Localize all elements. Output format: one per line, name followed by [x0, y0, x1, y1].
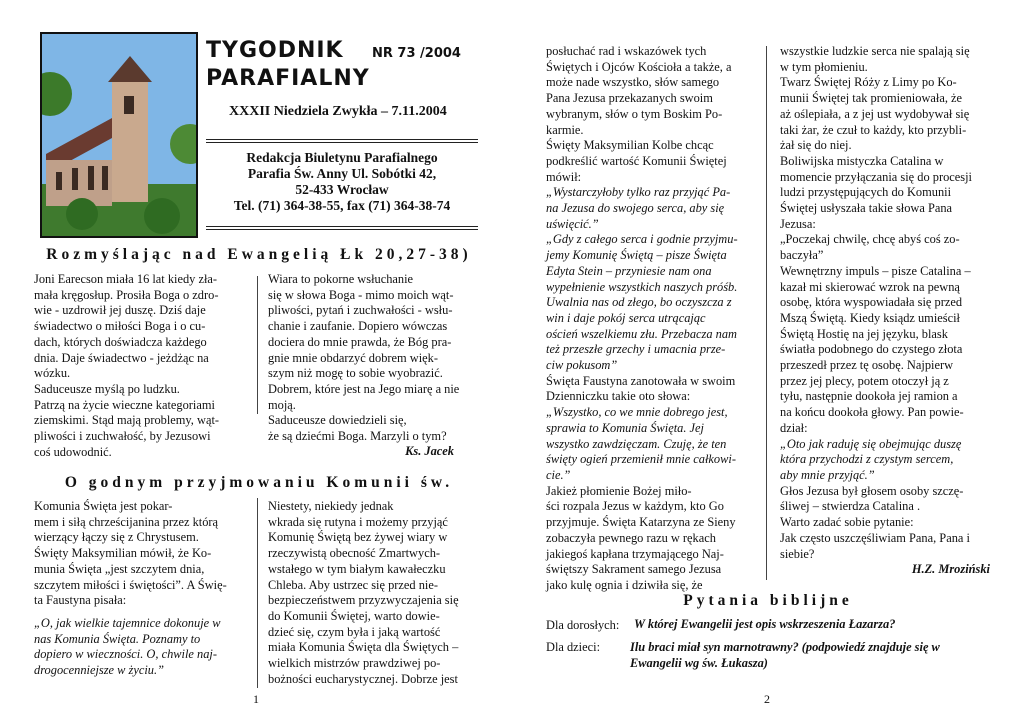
signature-mrozinski: H.Z. Mroziński	[911, 562, 990, 577]
text-block: Święta Faustyna zanotowała w swoim Dzienniczku takie oto słowa:	[546, 373, 736, 404]
text-block: Głos Jezusa był głosem osoby szczę- śliwej – stwierdza Catalina . Warto zadać sobie pytanie: Jak często uszczęśliwiam Pana, Pana i siebie?	[780, 483, 970, 561]
editorial-line: Tel. (71) 364-38-55, fax (71) 364-38-74	[233, 198, 451, 213]
page2-col1	[546, 44, 756, 594]
editorial-line: 52-433 Wrocław	[295, 182, 389, 197]
kolbe-quote: „Wystarczyłoby tylko raz przyjąć Pa- na Jezusa do swojego serca, aby się uświęcić.” „Gdy z całego serca i godnie przyjmu- jemy Komunię Świętą – pisze Święta	[546, 185, 738, 263]
kids-label: Dla dzieci:	[546, 640, 601, 654]
issue-number: NR 73 /2004	[372, 46, 461, 61]
sunday-date: XXXII Niedziela Zwykła – 7.11.2004	[229, 104, 447, 119]
kids-question: Ilu braci miał syn marnotrawny? (podpowiedź znajduje się w Ewangelii wg św. Łukasza)	[630, 640, 940, 670]
signature-jacek: Ks. Jacek	[405, 444, 454, 458]
column-rule	[766, 46, 767, 580]
section-title-reflection: Rozmyślając nad Ewangelią Łk 20,27-38)	[46, 246, 472, 263]
adult-label: Dla dorosłych:	[546, 618, 620, 632]
page-number-1: 1	[253, 692, 259, 706]
church-photo	[40, 32, 198, 238]
page2-col2	[780, 44, 990, 577]
editorial-line: Parafia Św. Anny Ul. Sobótki 42,	[247, 166, 437, 181]
adult-question: W której Ewangelii jest opis wskrzeszenia Łazarza?	[634, 617, 896, 631]
reflection-col2: Wiara to pokorne wsłuchanie się w słowa Boga - mimo moich wąt- pliwości, pytań i zuchwałości - wsłu- chanie i zaufanie. Dopiero wówczas dociera do mnie prawda, że Bóg pra- gnie mnie obdarzyć dobrem więk- szym niż mogę to sobie wyobrazić. Dobrem, które jest na Jego miarę a nie moją. Saduceusze dowiedzieli się, że są dziećmi Boga. Marzyli o tym?	[268, 272, 460, 444]
faustyna-diary-quote: „Wszystko, co we mnie dobrego jest, sprawia to Komunia Święta. Jej wszystko zawdzięczam. Czuję, że ten święty ogień przemienił mnie całkowi- cie.”	[546, 405, 736, 482]
text-block: Jakież płomienie Bożej miło- ści rozpala Jezus w każdym, kto Go przyjmuje. Święta Katarzyna ze Sieny zobaczyła pewnego razu w rękach jakiegoś kapłana trzymającego Naj- świętszy Sakrament samego Jezusa jako kulę ognia i dziwiła się, że	[546, 483, 736, 592]
column-rule	[257, 276, 258, 414]
communion-col1: Komunia Święta jest pokar- mem i siłą chrześcijanina przez którą wierzący łączy się z Chrystusem. Święty Maksymilian mówił, że Ko- munia Święta „jest szczytem dnia, szczytem miłości i świętości”. A Świę- ta Faustyna pisała:	[34, 499, 227, 608]
divider-bottom	[206, 226, 478, 230]
church-illustration	[42, 34, 196, 236]
title-line1: TYGODNIK	[206, 38, 344, 63]
text-block: wszystkie ludzkie serca nie spalają się w tym płomieniu. Twarz Świętej Róży z Limy po Ko- munii Świętej tak promieniowała, że aż oślepiała, a z jej ust wydobywał się taki żar, że czuł to każdy, kto przybli- żał się do niej. Boliwijska mistyczka Catalina w momencie przyłączania się do procesji ludzi przystępujących do Komunii Świętej usłyszała takie słowa Pana Jezusa: „Poczekaj chwilę, chcę abyś coś zo- baczyła” Wewnętrzny impuls – pisze Catalina – kazał mi skierować wzrok na pewną osobę, która wyspowiadała się przed Mszą Świętą. Kiedy ksiądz umieścił Świętą Hostię na jej języku, blask światła podobnego do czystego złota przeszedł przez tę osobę. Najpierw przez jej plecy, potem otoczył ją z tyłu, następnie dookoła jej ramion a na końcu dookoła głowy. Pan powie- dział:	[780, 44, 972, 435]
jesus-quote: „Oto jak raduję się obejmując duszę która przychodzi z czystym sercem, aby mnie przyjąć.”	[780, 436, 962, 482]
reflection-col1: Joni Earecson miała 16 lat kiedy zła- mała kręgosłup. Prosiła Boga o zdro- wie - uzdrowił jej duszę. Dziś daje świadectwo o miłości Boga i o cu- dach, których doświadcza każdego dnia. Daje świadectwo - jeżdżąc na wózku. Saduceusze myślą po ludzku. Patrzą na życie wieczne kategoriami ziemskimi. Stąd mają problemy, wąt- pliwości i zuchwałość, by Jezusowi coś udowodnić.	[34, 272, 220, 459]
faustyna-quote: „O, jak wielkie tajemnice dokonuje w nas Komunia Święta. Poznamy to dopiero w wieczności. O, chwile naj- drogocenniejsze w życiu.”	[34, 616, 221, 678]
section-title-questions: Pytania biblijne	[683, 592, 853, 609]
divider-top	[206, 139, 478, 143]
editorial-block	[206, 150, 478, 214]
stein-quote: Edyta Stein – przyniesie nam ona wypełnienie wszystkich naszych próśb. Uwalnia nas od złego, bo oczyszcza z win i daje pokój serca utrącając oścień wszelkiemu złu. Przebacza nam też przeszłe grzechy i umacnia prze- ciw pokusom”	[546, 263, 738, 373]
title-line2: PARAFIALNY	[206, 66, 370, 91]
column-rule	[257, 498, 258, 688]
page-number-2: 2	[764, 692, 770, 706]
communion-col2: Niestety, niekiedy jednak wkrada się rutyna i możemy przyjąć Komunię Świętą bez żywej wiary w rzeczywistą obecność Zmartwych- wstałego w tym białym kawałeczku Chleba. Aby ustrzec się przed nie- bezpieczeństwem przyzwyczajenia się do Komunii Świętej, warto dowie- dzieć się, czym była i jaką wartość miała Komunia Święta dla Świętych – wielkich mistrzów prawdziwej po- bożności eucharystycznej. Dobrze jest	[268, 499, 459, 686]
editorial-line: Redakcja Biuletynu Parafialnego	[246, 150, 438, 165]
text-block: posłuchać rad i wskazówek tych Świętych i Ojców Kościoła a także, a może nade wszystko, słów samego Pana Jezusa przekazanych swoim wybranym, słów o tym Boskim Po- karmie. Święty Maksymilian Kolbe chcąc podkreślić wartość Komunii Świętej mówił:	[546, 44, 732, 184]
section-title-communion: O godnym przyjmowaniu Komunii św.	[64, 474, 454, 491]
